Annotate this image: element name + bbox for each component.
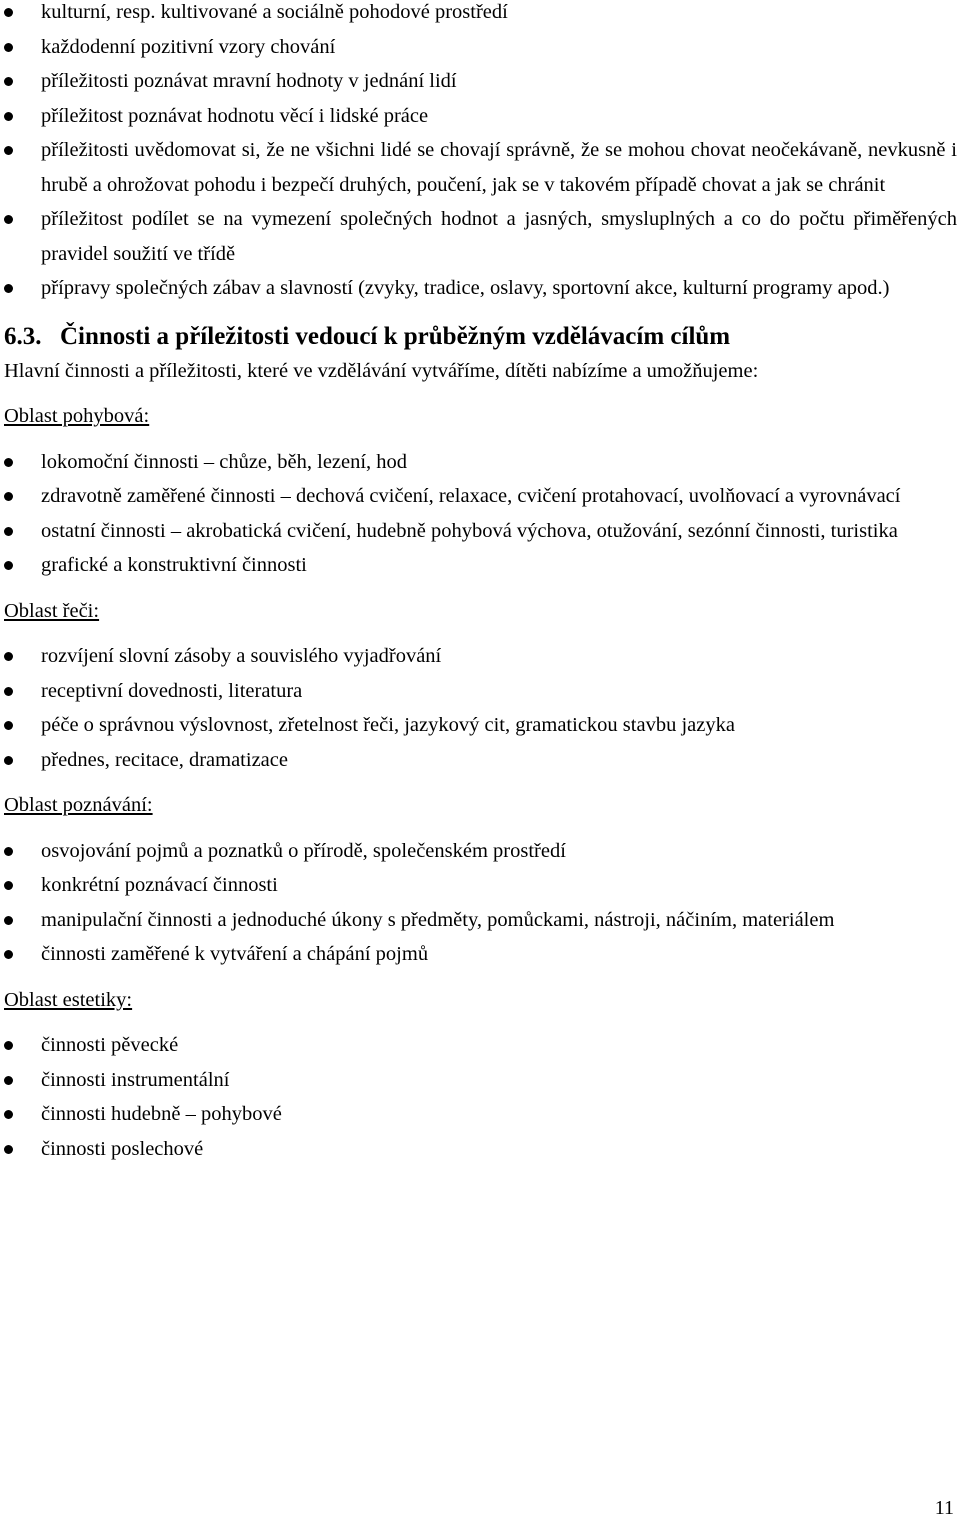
list-item-text: příležitosti uvědomovat si, že ne všichni lidé se chovají správně, že se mohou chovat neočekávaně, nevkusně i hrubě a ohrožovat pohodu i bezpečí druhých, poučení, jak se v takovém případě chovat a jak se chránit bbox=[41, 139, 957, 196]
bullet-icon bbox=[4, 1145, 13, 1154]
list-item bbox=[4, 99, 957, 134]
bullet-icon bbox=[4, 916, 13, 925]
bullet-icon bbox=[4, 1041, 13, 1050]
list-item bbox=[4, 639, 957, 674]
bullet-icon bbox=[4, 284, 13, 293]
area-list-movement bbox=[4, 445, 957, 583]
list-item bbox=[4, 64, 957, 99]
area-label-movement: Oblast pohybová: bbox=[4, 405, 150, 427]
list-item-text: příležitost poznávat hodnotu věcí i lidské práce bbox=[41, 104, 429, 127]
bullet-icon bbox=[4, 756, 13, 765]
list-item-text: zdravotně zaměřené činnosti – dechová cvičení, relaxace, cvičení protahovací, uvolňovací a vyrovnávací bbox=[41, 485, 901, 507]
section-title: Činnosti a příležitosti vedoucí k průběžným vzdělávacím cílům bbox=[60, 322, 731, 350]
list-item bbox=[4, 674, 957, 709]
list-item-text: kulturní, resp. kultivované a sociálně pohodové prostředí bbox=[41, 1, 508, 23]
list-item bbox=[4, 202, 957, 271]
bullet-icon bbox=[4, 112, 13, 121]
list-item-text: činnosti zaměřené k vytváření a chápání pojmů bbox=[41, 943, 429, 965]
list-item bbox=[4, 1132, 957, 1167]
list-item bbox=[4, 514, 957, 549]
list-item bbox=[4, 937, 957, 972]
list-item bbox=[4, 708, 957, 743]
list-item bbox=[4, 834, 957, 869]
list-item bbox=[4, 743, 957, 778]
area-list-cognition bbox=[4, 834, 957, 972]
section-heading bbox=[4, 320, 957, 354]
list-item-text: činnosti pěvecké bbox=[41, 1034, 179, 1056]
bullet-icon bbox=[4, 458, 13, 467]
page-number: 11 bbox=[934, 1497, 954, 1519]
list-item bbox=[4, 868, 957, 903]
list-item-text: příležitosti poznávat mravní hodnoty v jednání lidí bbox=[41, 70, 457, 92]
bullet-icon bbox=[4, 8, 13, 17]
list-item-text: příležitost podílet se na vymezení společných hodnot a jasných, smysluplných a co do počtu přiměřených pravidel soužití ve třídě bbox=[41, 208, 957, 265]
list-item-text: přednes, recitace, dramatizace bbox=[41, 748, 288, 771]
bullet-icon bbox=[4, 1110, 13, 1119]
bullet-icon bbox=[4, 687, 13, 696]
bullet-icon bbox=[4, 527, 13, 536]
list-item-text: receptivní dovednosti, literatura bbox=[41, 679, 303, 702]
bullet-icon bbox=[4, 1076, 13, 1085]
list-item-text: činnosti instrumentální bbox=[41, 1068, 230, 1091]
bullet-icon bbox=[4, 492, 13, 501]
list-item-text: konkrétní poznávací činnosti bbox=[41, 874, 278, 896]
bullet-icon bbox=[4, 561, 13, 570]
bullet-icon bbox=[4, 77, 13, 86]
area-label-cognition: Oblast poznávání: bbox=[4, 794, 153, 816]
area-list-aesthetics bbox=[4, 1028, 957, 1166]
section-intro: Hlavní činnosti a příležitosti, které ve vzdělávání vytváříme, dítěti nabízíme a umožňujeme: bbox=[4, 359, 759, 382]
list-item-text: péče o správnou výslovnost, zřetelnost řeči, jazykový cit, gramatickou stavbu jazyka bbox=[41, 714, 735, 736]
list-item bbox=[4, 479, 957, 514]
intro-bullet-list bbox=[4, 0, 957, 306]
bullet-icon bbox=[4, 950, 13, 959]
bullet-icon bbox=[4, 146, 13, 155]
list-item-text: osvojování pojmů a poznatků o přírodě, společenském prostředí bbox=[41, 839, 566, 862]
list-item bbox=[4, 0, 957, 30]
bullet-icon bbox=[4, 215, 13, 224]
list-item bbox=[4, 1063, 957, 1098]
list-item bbox=[4, 30, 957, 65]
list-item-text: každodenní pozitivní vzory chování bbox=[41, 35, 336, 58]
list-item bbox=[4, 271, 957, 306]
area-list-speech bbox=[4, 639, 957, 777]
bullet-icon bbox=[4, 881, 13, 890]
list-item-text: manipulační činnosti a jednoduché úkony s předměty, pomůckami, nástroji, náčiním, materiálem bbox=[41, 908, 835, 931]
list-item-text: rozvíjení slovní zásoby a souvislého vyjadřování bbox=[41, 645, 442, 667]
bullet-icon bbox=[4, 847, 13, 856]
area-label-aesthetics: Oblast estetiky: bbox=[4, 988, 133, 1011]
bullet-icon bbox=[4, 652, 13, 661]
area-label-speech: Oblast řeči: bbox=[4, 599, 100, 622]
list-item-text: činnosti hudebně – pohybové bbox=[41, 1103, 282, 1125]
list-item bbox=[4, 548, 957, 583]
list-item bbox=[4, 445, 957, 480]
list-item-text: lokomoční činnosti – chůze, běh, lezení, hod bbox=[41, 450, 408, 473]
list-item bbox=[4, 1028, 957, 1063]
section-number: 6.3. bbox=[4, 322, 42, 350]
list-item-text: přípravy společných zábav a slavností (zvyky, tradice, oslavy, sportovní akce, kulturní programy apod.) bbox=[41, 277, 890, 299]
list-item bbox=[4, 133, 957, 202]
list-item-text: ostatní činnosti – akrobatická cvičení, hudebně pohybová výchova, otužování, sezónní činnosti, turistika bbox=[41, 519, 898, 542]
bullet-icon bbox=[4, 43, 13, 52]
list-item-text: grafické a konstruktivní činnosti bbox=[41, 554, 307, 576]
bullet-icon bbox=[4, 721, 13, 730]
list-item bbox=[4, 1097, 957, 1132]
list-item bbox=[4, 903, 957, 938]
list-item-text: činnosti poslechové bbox=[41, 1137, 204, 1160]
